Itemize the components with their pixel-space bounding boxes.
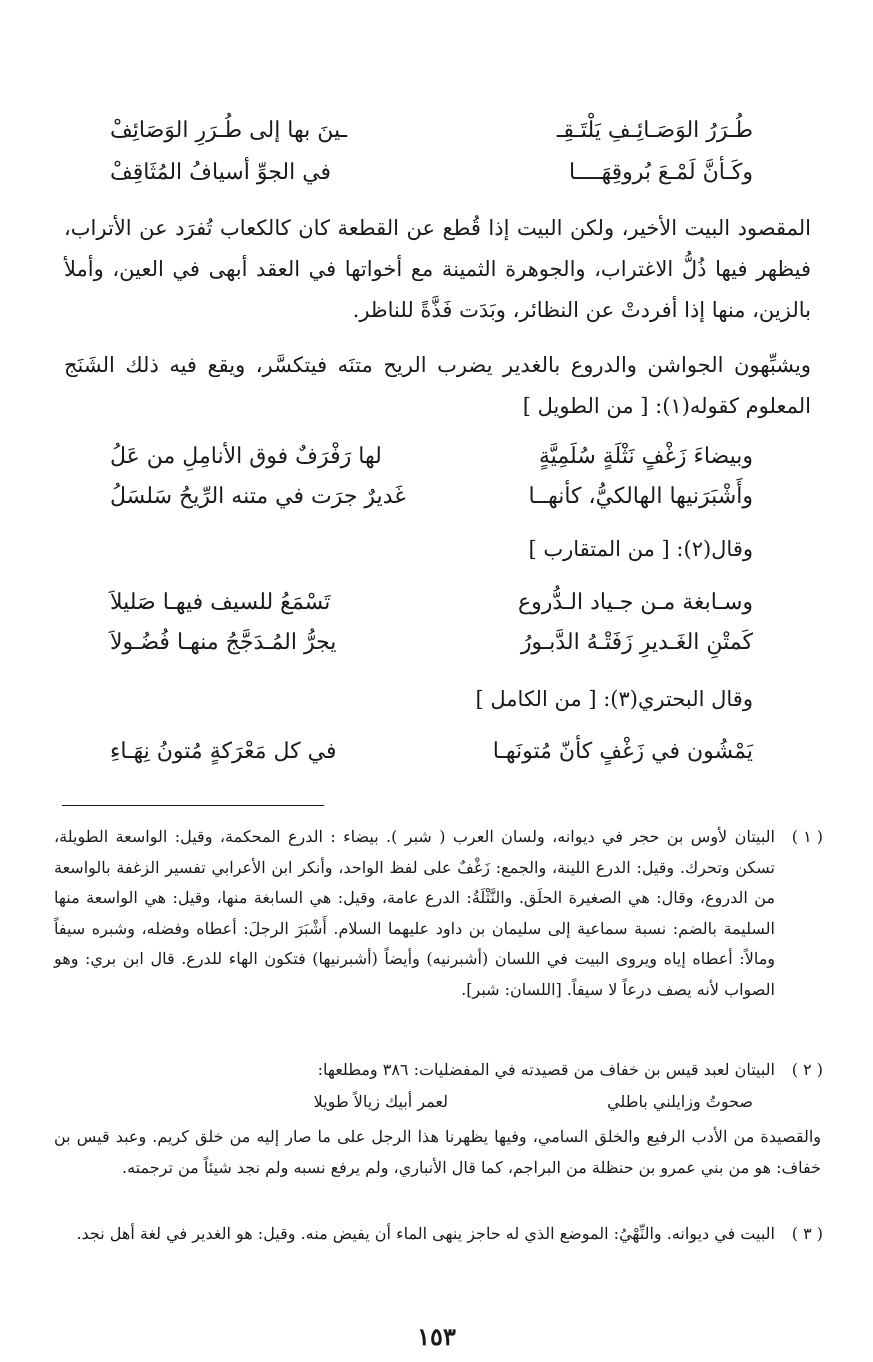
verse-line	[110, 444, 753, 478]
verse-hemistich-second: ـينَ بها إلى طُـرَرِ الوَصَائِفْ	[110, 118, 348, 143]
verse-hemistich-first: وسـابغة مـن جـياد الـدُّروع	[517, 590, 753, 615]
verse-hemistich-first: وبيضاءَ زَغْفٍ نَثْلَةٍ سُلَمِيَّةٍ	[538, 444, 753, 469]
paragraph: ويشبِّهون الجواشن والدروع بالغدير يضرب الريح متنَه فيتكسَّر، ويقع فيه ذلك الشَنَج المعلوم كقوله(١): [ من الطويل ]	[64, 353, 811, 418]
footnote-number: ( ١ )	[791, 827, 823, 846]
footnote-text: البيتان لعبد قيس بن خفاف من قصيدته في المفضليات: ٣٨٦ ومطلعها:	[317, 1060, 775, 1079]
verse-line	[110, 739, 753, 773]
footnote-number: ( ٣ )	[791, 1224, 823, 1243]
quote-heading: وقال(٢): [ من المتقارب ]	[528, 537, 753, 561]
verse-hemistich-first: وأَشْبَرَنيها الهالكيُّ، كأنهــا	[528, 484, 753, 509]
verse-line	[110, 630, 753, 664]
footnote	[54, 1219, 821, 1250]
verse-hemistich-second: يجرُّ المُـدَجَّجُ منهـا فُضُـولاَ	[110, 630, 337, 655]
footnote-continuation: والقصيدة من الأدب الرفيع والخلق السامي، وفيها يظهرنا هذا الرجل على ما صار إليه من خلق كريم. وعبد قيس بن خفاف: هو من بني عمرو بن حنظلة من البراجم، كما قال الأنباري، ولم يرفع نسبه ولم نجد شيئاً من ترجمته.	[54, 1127, 821, 1177]
footnote-verse-first: صحوتُ وزايلني باطلي	[607, 1092, 753, 1111]
footnote-number: ( ٢ )	[791, 1060, 823, 1079]
verse-hemistich-first: وكَـأنَّ لَمْـعَ بُروقِهَــــا	[569, 160, 753, 185]
footnote	[54, 822, 821, 1005]
verse-hemistich-second: في كل مَعْرَكةٍ مُتونُ نِهَـاءِ	[110, 739, 337, 764]
footnote-separator	[62, 805, 324, 806]
verse-hemistich-first: كَمتْنِ الغَـديرِ زَفَتْـهُ الدَّبـورُ	[520, 630, 753, 655]
verse-hemistich-first: طُـرَرُ الوَصَـائِـفِ يَلْتَـقِـ	[556, 118, 753, 143]
footnote	[54, 1055, 821, 1086]
paragraph: المقصود البيت الأخير، ولكن البيت إذا قُطع عن القطعة كان كالكعاب تُفرَد عن الأتراب، فيظهر فيها ذُلُّ الاغتراب، والجوهرة الثمينة مع أخواتها في العقد أبهى في العين، وأملأ بالزين، منها إذا أفردتْ عن النظائر، وبَدَت فَذَّةً للناظر.	[64, 216, 811, 322]
footnote-text: البيتان لأوس بن حجر في ديوانه، ولسان العرب ( شبر ). بيضاء : الدرع المحكمة، وقيل: الواسعة الطويلة، تسكن وتحرك. وقيل: الدرع اللينة، والجمع: زَغْفٌ على لفظ الواحد، وأنكر ابن الأعرابي تفسير الزغفة بالواسعة من الدروع، وقال: هي الصغيرة الحلَق. والنَّثْلَةُ: الدرع عامة، وقيل: هي السابغة منها، وقيل: هي الواسعة منها السليمة بالضم: نسبة سماعية إلى سليمان بن داود عليهما السلام. أَشْبَرَ الرجلَ: أعطاه وفضله، وشبره سيفاً ومالاً: أعطاه إياه ويروى البيت في اللسان (أشبرنيه) وأيضاً (أشبرنيها) فتكون الهاء للدرع. قال ابن بري: وهو الصواب لأنه يصف درعاً لا سيفاً. [اللسان: شبر].	[54, 827, 775, 999]
verse-line	[110, 484, 753, 518]
verse-hemistich-second: لها رَفْرَفٌ فوق الأنامِلِ من عَلُ	[110, 444, 382, 469]
verse-hemistich-second: في الجوِّ أسيافُ المُثَاقِفْ	[110, 160, 332, 185]
footnote-verse-second: لعمر أبيك زيالاً طويلا	[313, 1092, 448, 1111]
footnote-text: البيت في ديوانه. والنِّهْيُ: الموضع الذي له حاجز ينهى الماء أن يفيض منه. وقيل: هو الغدير في لغة أهل نجد.	[76, 1224, 775, 1243]
verse-line	[110, 118, 753, 152]
verse-hemistich-second: تَسْمَعُ للسيف فيهـا صَليلاَ	[110, 590, 331, 615]
page-number: ١٥٣	[417, 1322, 456, 1351]
verse-line	[110, 590, 753, 624]
verse-hemistich-first: يَمْشُون في زَغْفٍ كأنّ مُتونَهـا	[492, 739, 753, 764]
verse-line	[110, 160, 753, 194]
verse-hemistich-second: غَديرٌ جرَت في متنه الرِّيحُ سَلسَلُ	[110, 484, 406, 509]
quote-heading: وقال البحتري(٣): [ من الكامل ]	[475, 687, 753, 711]
